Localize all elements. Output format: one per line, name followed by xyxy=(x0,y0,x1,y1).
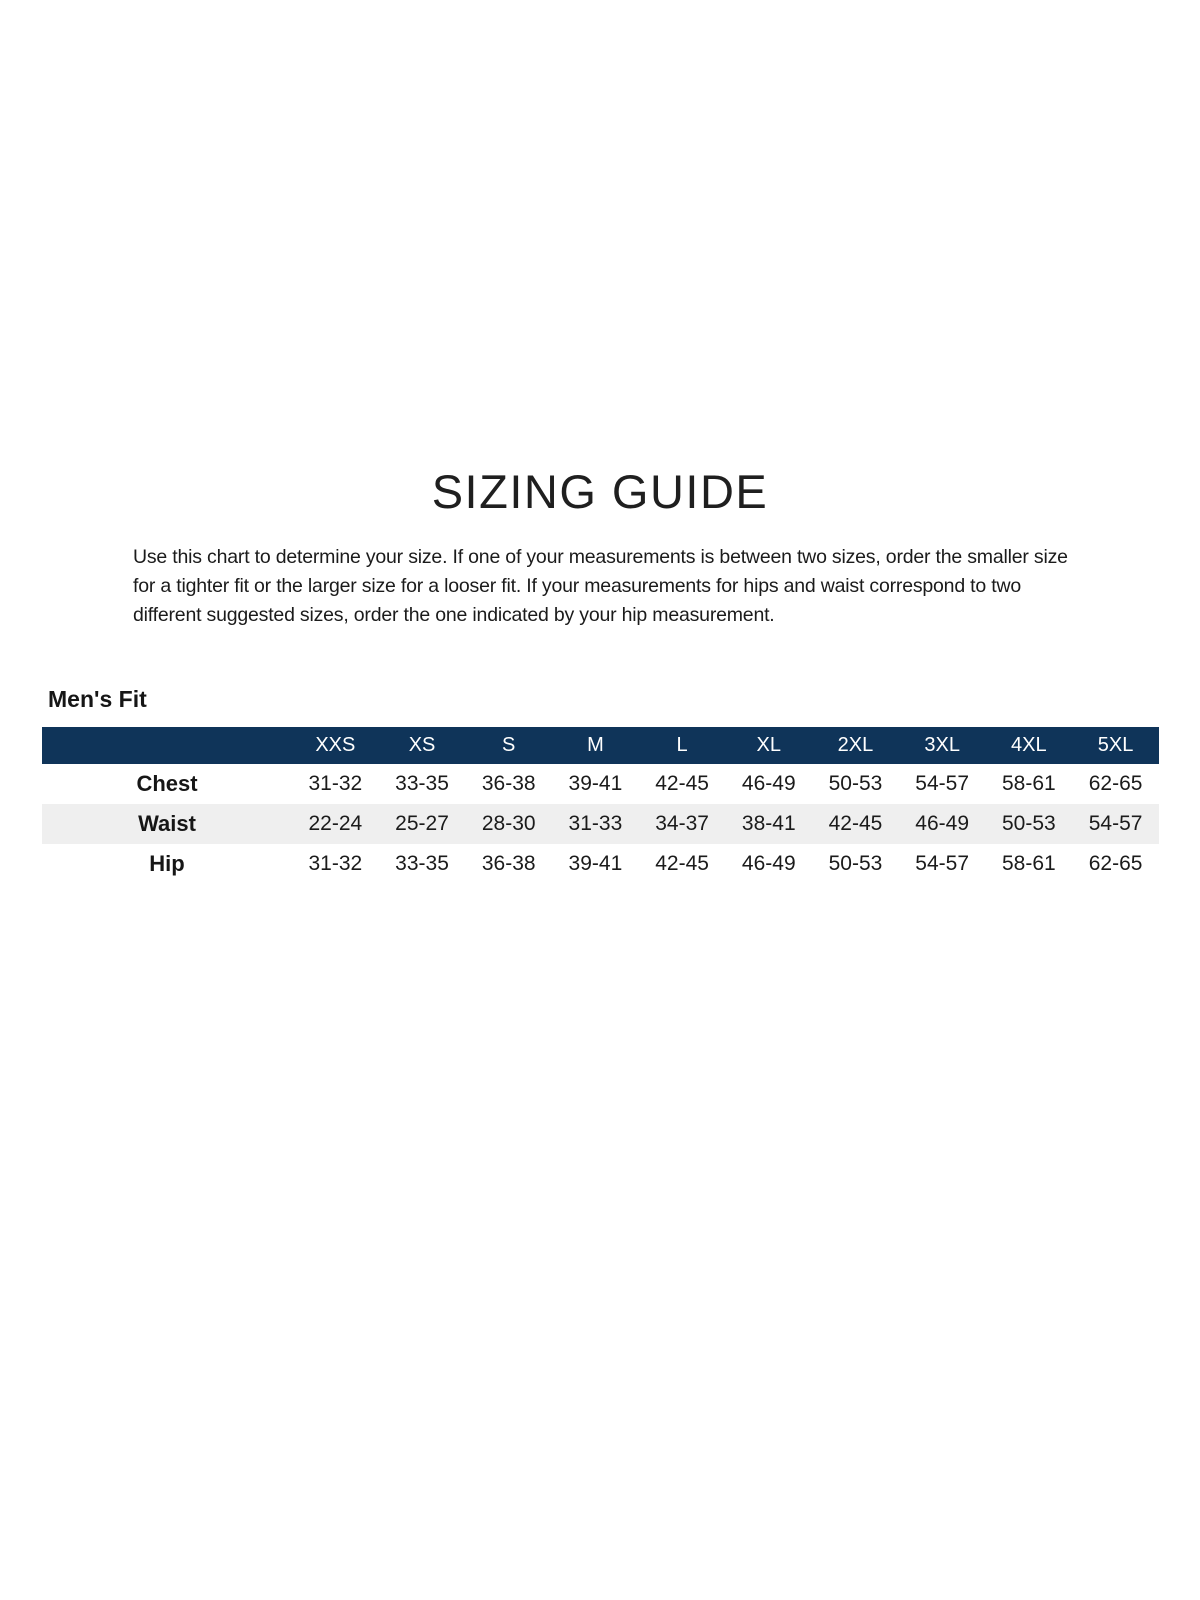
chest-value-2xl: 50-53 xyxy=(828,772,883,795)
chest-value-4xl: 58-61 xyxy=(1001,772,1056,795)
chest-value-m: 39-41 xyxy=(568,772,623,795)
chest-value-5xl: 62-65 xyxy=(1088,772,1143,795)
hip-value-s: 36-38 xyxy=(481,852,536,875)
hip-value-3xl: 54-57 xyxy=(915,852,970,875)
hip-value-xs: 33-35 xyxy=(395,852,449,875)
table-row-chest xyxy=(42,764,1159,804)
waist-value-3xl: 46-49 xyxy=(915,812,970,835)
waist-value-l: 34-37 xyxy=(655,812,709,835)
size-header-xs: XS xyxy=(379,727,466,764)
hip-value-xl: 46-49 xyxy=(741,852,796,875)
chest-value-l: 42-45 xyxy=(655,772,709,795)
waist-value-2xl: 42-45 xyxy=(828,812,883,835)
hip-value-5xl: 62-65 xyxy=(1088,852,1143,875)
size-header-s: S xyxy=(465,727,552,764)
size-header-xxs: XXS xyxy=(292,727,379,764)
size-header-xl: XL xyxy=(725,727,812,764)
hip-value-4xl: 58-61 xyxy=(1001,852,1056,875)
hip-value-2xl: 50-53 xyxy=(828,852,883,875)
table-row-waist xyxy=(42,804,1159,844)
row-label-hip: Hip xyxy=(149,851,185,876)
size-header-l: L xyxy=(639,727,726,764)
size-header-row xyxy=(42,727,1159,764)
waist-value-4xl: 50-53 xyxy=(1001,812,1056,835)
chest-value-xs: 33-35 xyxy=(395,772,449,795)
page-title: SIZING GUIDE xyxy=(431,465,769,518)
hip-value-l: 42-45 xyxy=(655,852,709,875)
waist-value-s: 28-30 xyxy=(481,812,536,835)
waist-value-5xl: 54-57 xyxy=(1088,812,1143,835)
chest-value-xl: 46-49 xyxy=(741,772,796,795)
waist-value-xs: 25-27 xyxy=(395,812,449,835)
size-header-3xl: 3XL xyxy=(899,727,986,764)
intro-text: Use this chart to determine your size. If one of your measurements is between two sizes, order the smaller size for a tighter fit or the larger size for a looser fit. If your measurements for hips and waist correspond to two different suggested sizes, order the one indicated by your hip measurement. xyxy=(133,546,1068,626)
size-header-4xl: 4XL xyxy=(986,727,1073,764)
hip-value-xxs: 31-32 xyxy=(308,852,363,875)
waist-value-xl: 38-41 xyxy=(741,812,796,835)
hip-value-m: 39-41 xyxy=(568,852,623,875)
row-label-waist: Waist xyxy=(138,811,196,836)
chest-value-3xl: 54-57 xyxy=(915,772,970,795)
section-label-mens-fit: Men's Fit xyxy=(48,686,147,712)
size-header-2xl: 2XL xyxy=(812,727,899,764)
chest-value-s: 36-38 xyxy=(481,772,536,795)
size-header-5xl: 5XL xyxy=(1072,727,1159,764)
chest-value-xxs: 31-32 xyxy=(308,772,363,795)
waist-value-xxs: 22-24 xyxy=(308,812,363,835)
size-header-empty-cell xyxy=(42,727,292,764)
size-header-m: M xyxy=(552,727,639,764)
size-table xyxy=(42,727,1159,884)
waist-value-m: 31-33 xyxy=(568,812,623,835)
table-row-hip xyxy=(42,844,1159,884)
row-label-chest: Chest xyxy=(136,771,198,796)
